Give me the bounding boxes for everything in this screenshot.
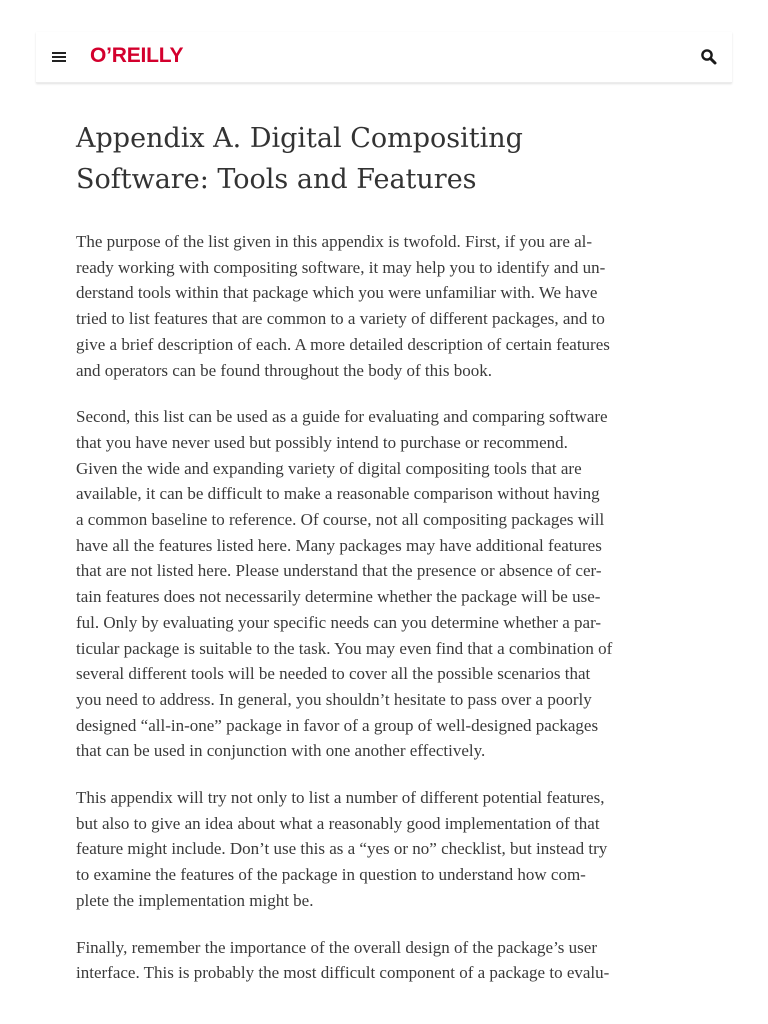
text-line: available, it can be difficult to make a reasonable comparison without having: [76, 484, 600, 504]
text-line: a common baseline to reference. Of course, not all compositing packages will: [76, 510, 605, 530]
text-line: that you have never used but possibly intend to purchase or recommend.: [76, 432, 568, 452]
text-line: designed “all-in-one” package in favor of a group of well-designed packages: [76, 715, 599, 735]
article-content: [76, 118, 660, 986]
text-line: several different tools will be needed to cover all the possible scenarios that: [76, 664, 591, 684]
hamburger-menu-icon[interactable]: [52, 49, 66, 63]
page-title: [76, 118, 660, 200]
paragraph-purpose: [76, 229, 660, 383]
search-icon[interactable]: [700, 48, 718, 66]
text-line: you need to address. In general, you shouldn’t hesitate to pass over a poorly: [76, 689, 592, 709]
paragraph-evaluation-guide: [76, 404, 660, 764]
text-line: Second, this list can be used as a guide for evaluating and comparing software: [76, 407, 608, 427]
text-line: tried to list features that are common to a variety of different packages, and to: [76, 309, 605, 329]
text-line: and operators can be found throughout the body of this book.: [76, 360, 492, 380]
text-line: ticular package is suitable to the task. You may even find that a combination of: [76, 638, 613, 658]
text-line: This appendix will try not only to list a number of different potential features,: [76, 788, 605, 808]
paragraph-implementation: [76, 785, 660, 914]
text-line: give a brief description of each. A more detailed description of certain features: [76, 334, 610, 354]
text-line: interface. This is probably the most difficult component of a package to evalu-: [76, 963, 610, 983]
text-line: tain features does not necessarily determine whether the package will be use-: [76, 587, 601, 607]
top-navigation-bar: [36, 32, 732, 83]
text-line: Given the wide and expanding variety of digital compositing tools that are: [76, 458, 582, 478]
oreilly-logo[interactable]: O’REILLY: [90, 44, 184, 67]
text-line: but also to give an idea about what a reasonably good implementation of that: [76, 813, 600, 833]
text-line: to examine the features of the package in question to understand how com-: [76, 865, 586, 885]
paragraph-user-interface: [76, 935, 660, 986]
text-line: ful. Only by evaluating your specific needs can you determine whether a par-: [76, 612, 602, 632]
text-line: feature might include. Don’t use this as a “yes or no” checklist, but instead try: [76, 839, 608, 859]
text-line: that can be used in conjunction with one another effectively.: [76, 741, 486, 761]
text-line: Finally, remember the importance of the overall design of the package’s user: [76, 937, 597, 957]
text-line: derstand tools within that package which you were unfamiliar with. We have: [76, 283, 598, 303]
text-line: have all the features listed here. Many packages may have additional features: [76, 535, 602, 555]
text-line: ready working with compositing software, it may help you to identify and un-: [76, 257, 606, 277]
text-line: plete the implementation might be.: [76, 890, 314, 910]
text-line: that are not listed here. Please understand that the presence or absence of cer-: [76, 561, 602, 581]
title-line: Appendix A. Digital Compositing: [76, 123, 523, 154]
title-line: Software: Tools and Features: [76, 164, 477, 195]
text-line: The purpose of the list given in this appendix is twofold. First, if you are al-: [76, 232, 593, 251]
